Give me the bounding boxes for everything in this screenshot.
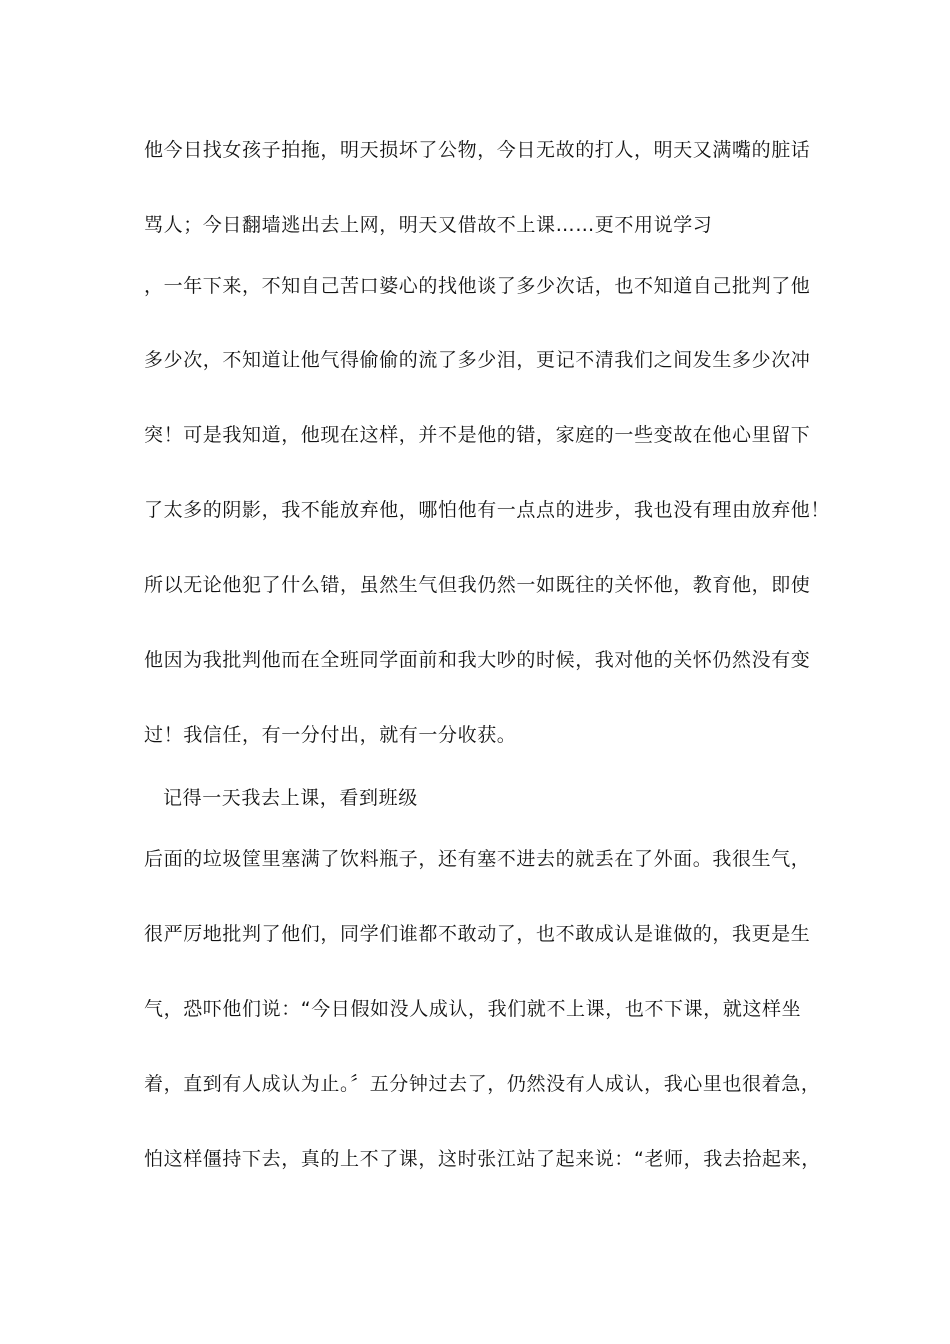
text-line-9: 过！我信任，有一分付出，就有一分收获。: [144, 724, 517, 746]
text-line-15: 怕这样僵持下去，真的上不了课，这时张江站了起来说：“老师，我去拾起来，: [144, 1148, 821, 1170]
text-line-6: 了太多的阴影，我不能放弃他，哪怕他有一点点的进步，我也没有理由放弃他！: [144, 499, 831, 521]
text-line-1: 他今日找女孩子拍拖，明天损坏了公物，今日无故的打人，明天又满嘴的脏话: [144, 139, 811, 161]
text-line-14: 着，直到有人成认为止。〞五分钟过去了，仍然没有人成认，我心里也很着急，: [144, 1073, 821, 1095]
text-line-13: 气，恐吓他们说：“今日假如没人成认，我们就不上课，也不下课，就这样坐: [144, 998, 802, 1020]
text-line-11: 后面的垃圾筐里塞满了饮料瓶子，还有塞不进去的就丢在了外面。我很生气，: [144, 848, 811, 870]
text-line-3: ，一年下来，不知自己苦口婆心的找他谈了多少次话，也不知道自己批判了他: [144, 275, 811, 297]
text-line-4: 多少次，不知道让他气得偷偷的流了多少泪，更记不清我们之间发生多少次冲: [144, 349, 811, 371]
text-line-7: 所以无论他犯了什么错，虽然生气但我仍然一如既往的关怀他，教育他，即使: [144, 574, 811, 596]
paragraph-start-line: 记得一天我去上课，看到班级: [163, 787, 418, 809]
text-line-8: 他因为我批判他而在全班同学面前和我大吵的时候，我对他的关怀仍然没有变: [144, 649, 811, 671]
text-line-12: 很严厉地批判了他们，同学们谁都不敢动了，也不敢成认是谁做的，我更是生: [144, 923, 811, 945]
text-line-2: 骂人；今日翻墙逃出去上网，明天又借故不上课……更不用说学习: [144, 214, 713, 236]
text-line-5: 突！可是我知道，他现在这样，并不是他的错，家庭的一些变故在他心里留下: [144, 424, 811, 446]
